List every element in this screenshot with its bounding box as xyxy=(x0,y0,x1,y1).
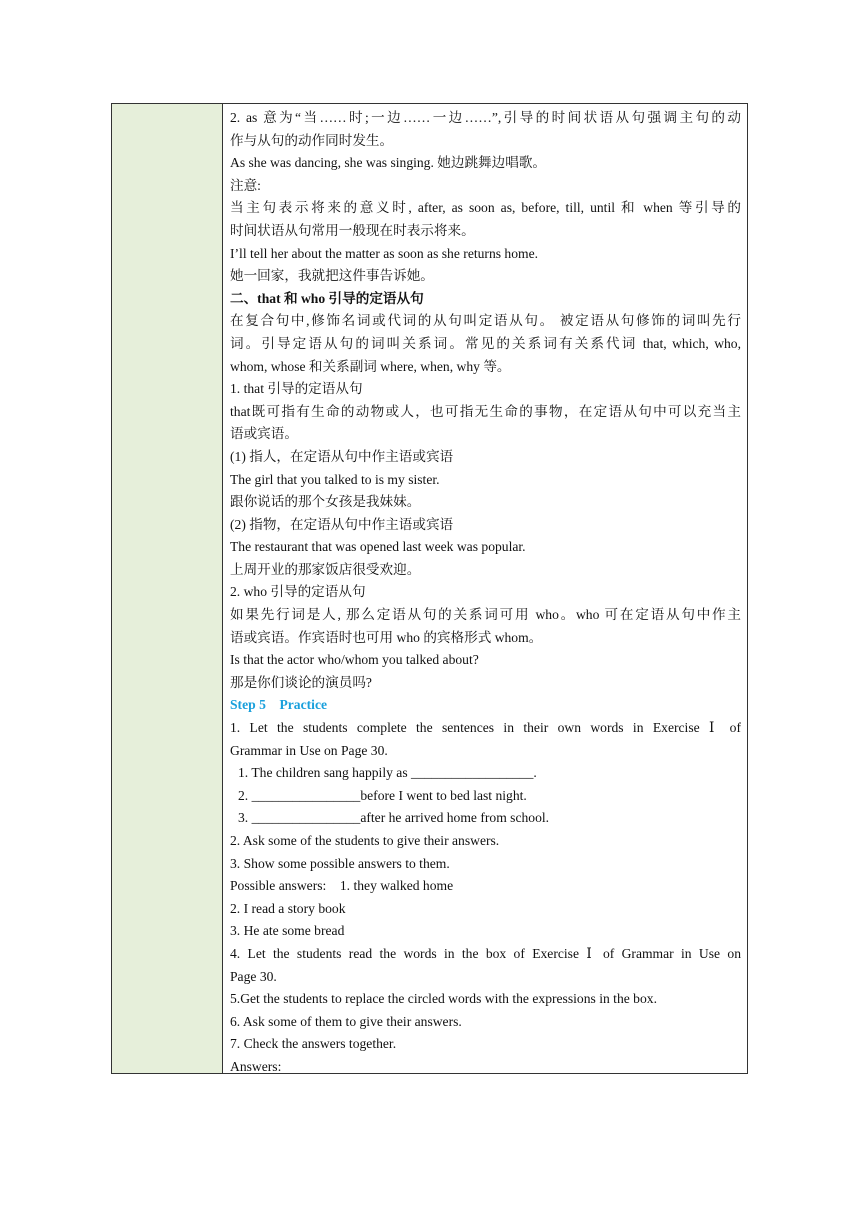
text-line: Possible answers: 1. they walked home xyxy=(230,878,454,894)
table-content-cell xyxy=(223,104,747,1073)
text-line: 7. Check the answers together. xyxy=(230,1036,397,1052)
text-line: 在复合句中,修饰名词或代词的从句叫定语从句。 被定语从句修饰的词叫先行 xyxy=(230,313,741,329)
text-line: 2. Ask some of the students to give their answers. xyxy=(230,833,500,848)
text-line: 1. that 引导的定语从句 xyxy=(230,381,363,397)
text-line: 语或宾语。作宾语时也可用 who 的宾格形式 whom。 xyxy=(230,629,543,645)
text-line: 1. Let the students complete the sentences in their own words in Exercise Ⅰ of xyxy=(230,720,741,736)
text-line: The restaurant that was opened last week was popular. xyxy=(230,539,526,555)
text-line: (1) 指人，在定语从句中作主语或宾语 xyxy=(230,448,454,464)
text-line: Is that the actor who/whom you talked about? xyxy=(230,652,479,668)
text-line: 注意: xyxy=(230,177,261,193)
text-line: Answers: xyxy=(230,1058,282,1074)
lesson-table xyxy=(111,103,748,1074)
text-line: 当主句表示将来的意义时, after, as soon as, before, till, until 和 when 等引导的 xyxy=(230,200,741,216)
text-line: 作与从句的动作同时发生。 xyxy=(230,132,394,148)
text-line: 6. Ask some of them to give their answers. xyxy=(230,1013,462,1029)
text-line: 她一回家，我就把这件事告诉她。 xyxy=(230,268,434,284)
text-line: 跟你说话的那个女孩是我妹妹。 xyxy=(230,494,421,510)
section-heading: 二、that 和 who 引导的定语从句 xyxy=(230,290,424,306)
text-line: 5.Get the students to replace the circled words with the expressions in the box. xyxy=(230,991,657,1007)
text-line: 如果先行词是人, 那么定语从句的关系词可用 who。who 可在定语从句中作主 xyxy=(230,607,741,623)
text-line: 那是你们谈论的演员吗? xyxy=(230,674,372,690)
text-line: 词。引导定语从句的词叫关系词。常见的关系词有关系代词 that, which, who, xyxy=(230,335,741,351)
text-line: 3. Show some possible answers to them. xyxy=(230,855,450,871)
text-line: whom, whose 和关系副词 where, when, why 等。 xyxy=(230,358,511,374)
table-left-cell xyxy=(112,104,223,1073)
text-line: 3. He ate some bread xyxy=(230,923,345,939)
exercise-line: 2. ________________before I went to bed last night. xyxy=(238,787,527,803)
text-line: Grammar in Use on Page 30. xyxy=(230,742,388,758)
step-heading: Step 5 Practice xyxy=(230,697,328,713)
text-line: I’ll tell her about the matter as soon as she returns home. xyxy=(230,245,539,261)
text-line: that既可指有生命的动物或人，也可指无生命的事物，在定语从句中可以充当主 xyxy=(230,403,741,419)
text-line: 4. Let the students read the words in the box of Exercise Ⅰ of Grammar in Use on xyxy=(230,945,741,961)
exercise-line: 1. The children sang happily as __________________. xyxy=(238,765,537,781)
exercise-line: 3. ________________after he arrived home from school. xyxy=(238,810,550,826)
text-line: 2. as 意为“当……时;一边……一边……”,引导的时间状语从句强调主句的动 xyxy=(230,110,741,125)
text-line: 2. I read a story book xyxy=(230,900,346,916)
text-line: The girl that you talked to is my sister. xyxy=(230,471,440,487)
text-line: (2) 指物，在定语从句中作主语或宾语 xyxy=(230,516,454,532)
text-line: 2. who 引导的定语从句 xyxy=(230,584,366,600)
text-line: 上周开业的那家饭店很受欢迎。 xyxy=(230,561,421,577)
text-line: As she was dancing, she was singing. 她边跳舞边唱歌。 xyxy=(230,155,547,171)
text-line: 语或宾语。 xyxy=(230,426,298,442)
text-line: 时间状语从句常用一般现在时表示将来。 xyxy=(230,222,475,238)
text-line: Page 30. xyxy=(230,968,277,984)
